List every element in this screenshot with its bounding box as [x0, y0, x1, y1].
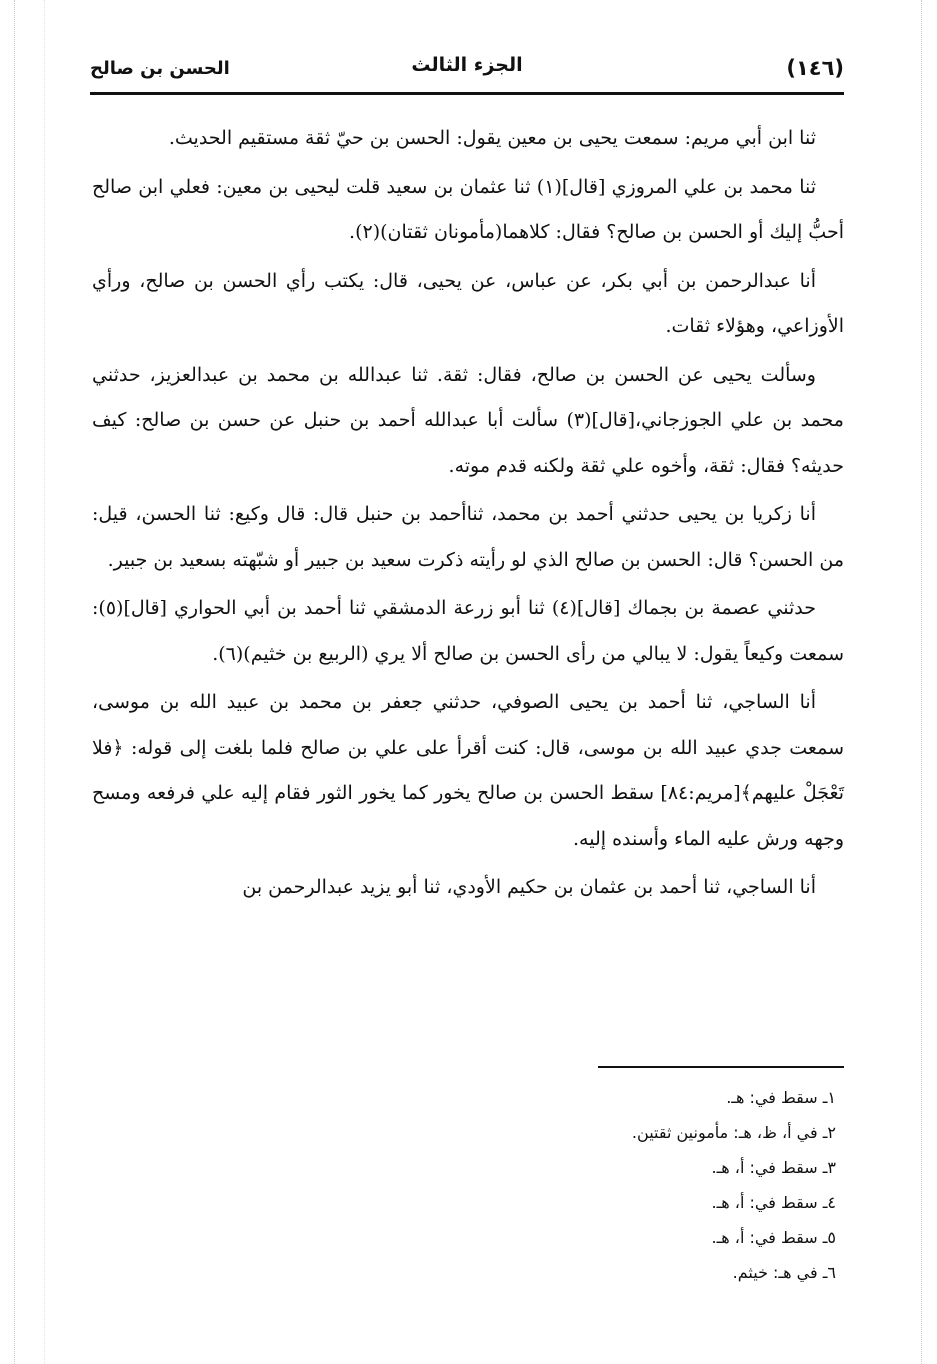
paragraph-8: أنا الساجي، ثنا أحمد بن عثمان بن حكيم الأودي، ثنا أبو يزيد عبدالرحمن بن	[242, 876, 816, 898]
paragraph-1: ثنا ابن أبي مريم: سمعت يحيى بن معين يقول: الحسن بن حيّ ثقة مستقيم الحديث.	[168, 127, 816, 149]
paragraph-7: أنا الساجي، ثنا أحمد بن يحيى الصوفي، حدثني جعفر بن محمد بن عبيد الله بن موسى، سمعت جدي عبيد الله بن موسى، قال: كنت أقرأ على علي بن صالح فلما بلغت إلى قوله: ﴿فلا تَعْجَلْ عليهم﴾[مريم:٨٤] سقط الحسن بن صالح يخور كما يخور الثور فقام إليه علي فرفعه ومسح وجهه ورش عليه الماء وأسنده إليه.	[92, 691, 845, 850]
page-header	[90, 52, 844, 92]
paragraph-3: أنا عبدالرحمن بن أبي بكر، عن عباس، عن يحيى، قال: يكتب رأي الحسن بن صالح، ورأي الأوزاعي، وهؤلاء ثقات.	[92, 269, 844, 337]
footnote-1: ١ـ سقط في: هـ.	[726, 1088, 836, 1107]
paragraph-5: أنا زكريا بن يحيى حدثني أحمد بن محمد، ثناأحمد بن حنبل قال: قال وكيع: ثنا الحسن، قيل: من الحسن؟ قال: الحسن بن صالح الذي لو رأيته ذكرت سعيد بن جبير أو شبّهته بسعيد بن جبير.	[92, 503, 844, 571]
footnotes	[92, 1080, 844, 1290]
paragraph-4: وسألت يحيى عن الحسن بن صالح، فقال: ثقة. ثنا عبدالله بن محمد بن عبدالعزيز، حدثني محمد بن علي الجوزجاني،[قال](٣) سألت أبا عبدالله أحمد بن حنبل عن حسن بن صالح: كيف حديثه؟ فقال: ثقة، وأخوه علي ثقة ولكنه قدم موته.	[92, 363, 844, 477]
paragraph-2: ثنا محمد بن علي المروزي [قال](١) ثنا عثمان بن سعيد قلت ليحيى بن معين: فعلي ابن صالح أحبُّ إليك أو الحسن بن صالح؟ فقال: كلاهما(مأمونان ثقتان)(٢).	[92, 175, 844, 243]
footnote-5: ٥ـ سقط في: أ، هـ.	[711, 1228, 836, 1247]
footnote-4: ٤ـ سقط في: أ، هـ.	[711, 1193, 836, 1212]
main-text	[92, 116, 844, 914]
paragraph-6: حدثني عصمة بن بجماك [قال](٤) ثنا أبو زرعة الدمشقي ثنا أحمد بن أبي الحواري [قال](٥): سمعت وكيعاً يقول: لا يبالي من رأى الحسن بن صالح ألا يري (الربيع بن خثيم)(٦).	[92, 597, 844, 665]
right-margin-dots	[921, 0, 923, 1364]
footnote-3: ٣ـ سقط في: أ، هـ.	[711, 1158, 836, 1177]
footnote-2: ٢ـ في أ، ظ، هـ: مأمونين ثقتين.	[631, 1123, 836, 1142]
left-inner-margin-dots	[44, 0, 46, 1364]
running-title: الحسن بن صالح	[90, 58, 230, 79]
footnote-6: ٦ـ في هـ: خيثم.	[732, 1263, 836, 1282]
page-number: (١٤٦)	[786, 56, 844, 80]
header-rule	[90, 92, 844, 95]
part-title: الجزء الثالث	[411, 54, 523, 76]
footnote-separator	[598, 1066, 844, 1068]
left-margin-dots	[14, 0, 16, 1364]
